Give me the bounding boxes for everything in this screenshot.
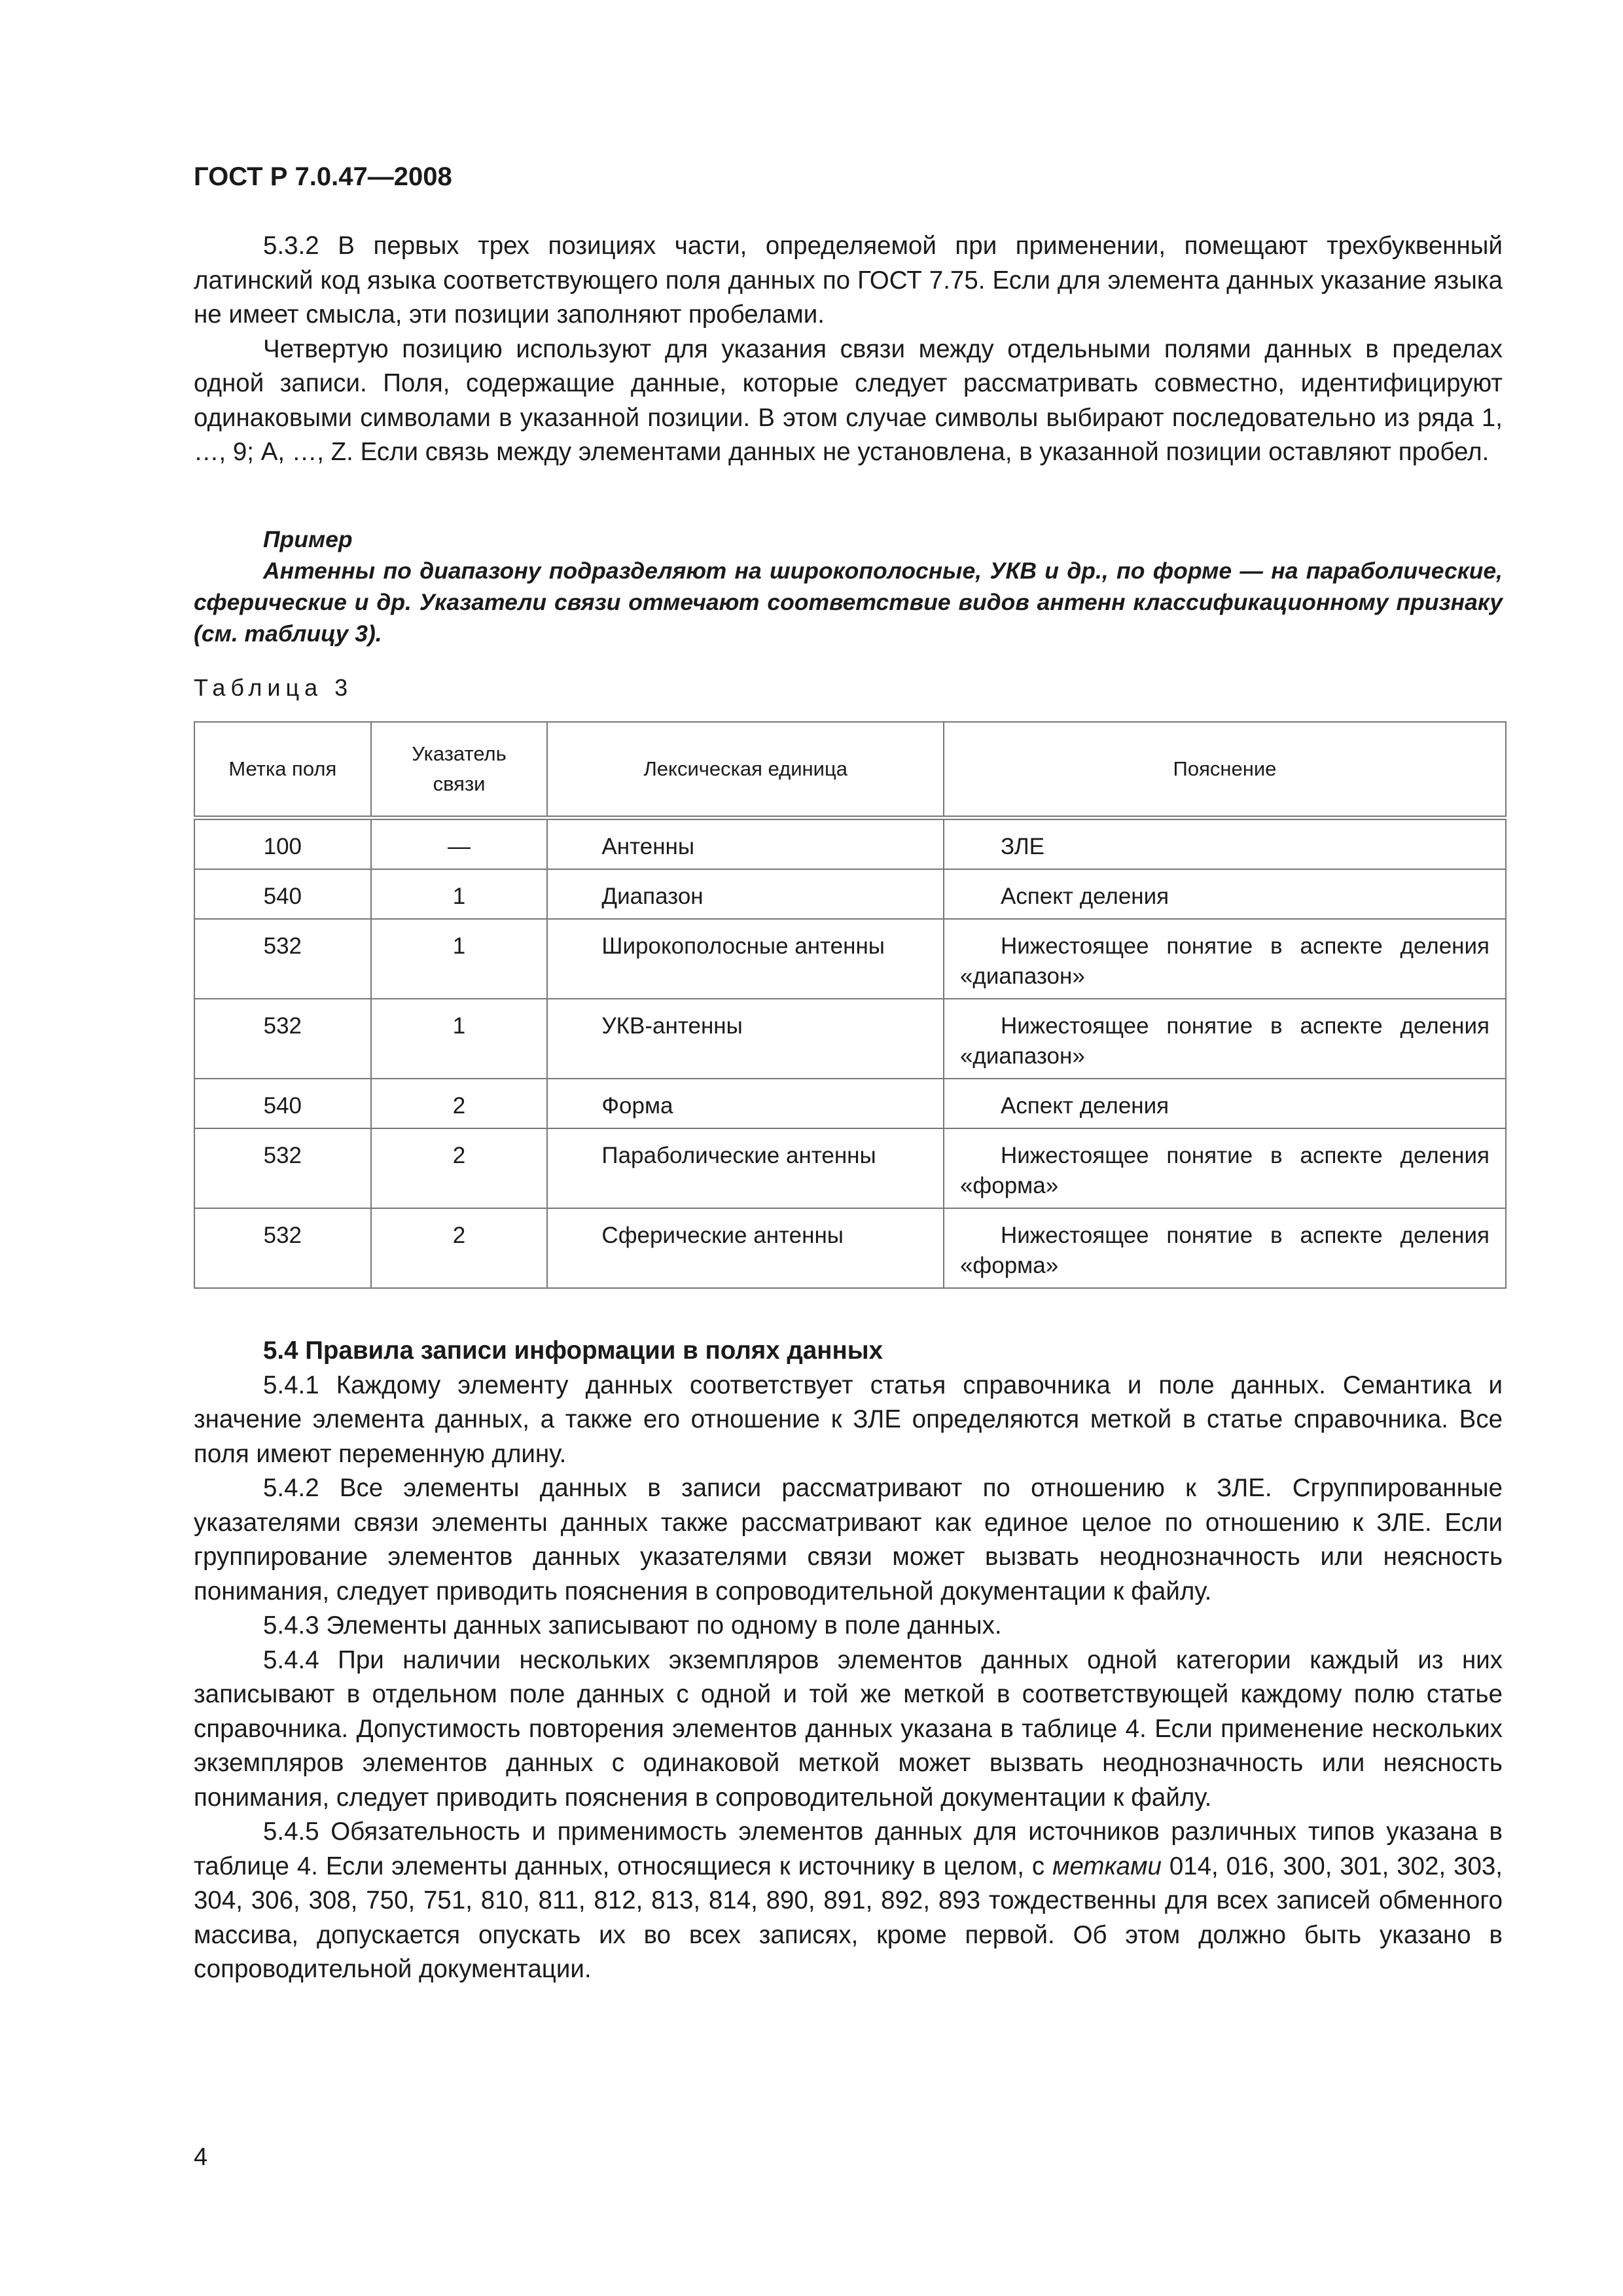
cell-note: Аспект деления <box>944 1079 1506 1128</box>
cell-link: 2 <box>371 1208 548 1288</box>
cell-tag: 540 <box>194 869 371 919</box>
table-caption: Таблица 3 <box>194 674 353 701</box>
cell-lex: Широкополосные антенны <box>547 919 944 999</box>
table-row <box>194 1079 1506 1128</box>
cell-tag: 532 <box>194 1208 371 1288</box>
header-explanation: Пояснение <box>944 722 1506 817</box>
table-row <box>194 1128 1506 1208</box>
header-link-line2: связи <box>433 772 486 795</box>
table-row <box>194 919 1506 999</box>
cell-tag: 532 <box>194 999 371 1079</box>
cell-tag: 532 <box>194 919 371 999</box>
paragraph-5-4-5 <box>194 1815 1503 1987</box>
paragraph-5-4-2: 5.4.2 Все элементы данных в записи рассматривают по отношению к ЗЛЕ. Сгруппированные указателями связи элементы данных также рассматривают как единое целое по отношению к ЗЛЕ. Если группирование элементов данных указателями связи может вызвать неоднозначность или неясность понимания, следует приводить пояснения в сопроводительной документации к файлу. <box>194 1474 1503 1605</box>
example-block <box>194 524 1503 649</box>
table-header-row <box>194 722 1506 817</box>
cell-note: Нижестоящее понятие в аспекте деления «форма» <box>944 1208 1506 1288</box>
paragraph-5-4-3: 5.4.3 Элементы данных записывают по одному в поле данных. <box>263 1611 1002 1640</box>
cell-lex: Диапазон <box>547 869 944 919</box>
cell-lex: Форма <box>547 1079 944 1128</box>
cell-link: 1 <box>371 999 548 1079</box>
cell-link: 1 <box>371 919 548 999</box>
example-text: Антенны по диапазону подразделяют на широкополосные, УКВ и др., по форме — на параболические, сферические и др. Указатели связи отмечают соответствие видов антенн классификационному признаку (см. таблицу 3). <box>194 558 1503 647</box>
cell-link: — <box>371 817 548 869</box>
table-row <box>194 817 1506 869</box>
cell-link: 2 <box>371 1128 548 1208</box>
cell-note: Нижестоящее понятие в аспекте деления «форма» <box>944 1128 1506 1208</box>
table-row <box>194 869 1506 919</box>
cell-tag: 100 <box>194 817 371 869</box>
header-link-line1: Указатель <box>412 742 507 765</box>
p545-part2: 014, 016, 300, 301, 302, 303, 304, 306, 308, 750, 751, 810, 811, 812, 813, 814, 890, 891, 892, 893 тождественны для всех записей обменного массива, допускается опускать их во всех записях, кроме первой. Об этом должно быть указано в сопроводительной документации. <box>194 1852 1503 1983</box>
cell-note: ЗЛЕ <box>944 817 1506 869</box>
cell-lex: УКВ-антенны <box>547 999 944 1079</box>
cell-note: Нижестоящее понятие в аспекте деления «диапазон» <box>944 919 1506 999</box>
cell-lex: Антенны <box>547 817 944 869</box>
cell-lex: Параболические антенны <box>547 1128 944 1208</box>
section-heading: 5.4 Правила записи информации в полях данных <box>263 1336 883 1365</box>
paragraph-link-position: Четвертую позицию используют для указания связи между отдельными полями данных в пределах одной записи. Поля, содержащие данные, которые следует рассматривать совместно, идентифицируют одинаковыми символами в указанной позиции. В этом случае символы выбирают последовательно из ряда 1, …, 9; A, …, Z. Если связь между элементами данных не установлена, в указанной позиции оставляют пробел. <box>194 334 1503 466</box>
table-row <box>194 999 1506 1079</box>
paragraph-5-3-2: 5.3.2 В первых трех позициях части, определяемой при применении, помещают трехбуквенный латинский код языка соответствующего поля данных по ГОСТ 7.75. Если для элемента данных указание языка не имеет смысла, эти позиции заполняют пробелами. <box>194 232 1503 329</box>
cell-note: Аспект деления <box>944 869 1506 919</box>
document-code: ГОСТ Р 7.0.47—2008 <box>194 162 452 191</box>
cell-note: Нижестоящее понятие в аспекте деления «диапазон» <box>944 999 1506 1079</box>
paragraph-5-4-1: 5.4.1 Каждому элементу данных соответствует статья справочника и поле данных. Семантика и значение элемента данных, а также его отношение к ЗЛЕ определяются меткой в статье справочника. Все поля имеют переменную длину. <box>194 1371 1503 1468</box>
page-number: 4 <box>194 2144 208 2171</box>
cell-tag: 540 <box>194 1079 371 1128</box>
paragraph-5-4-4: 5.4.4 При наличии нескольких экземпляров элементов данных одной категории каждый из них записывают в отдельном поле данных с одной и той же меткой в соответствующей каждому полю статье справочника. Допустимость повторения элементов данных указана в таблице 4. Если применение нескольких экземпляров элементов данных с одинаковой меткой может вызвать неоднозначность или неясность понимания, следует приводить пояснения в сопроводительной документации к файлу. <box>194 1645 1503 1812</box>
section-5-4 <box>194 1334 1503 1987</box>
table-row <box>194 1208 1506 1288</box>
cell-lex: Сферические антенны <box>547 1208 944 1288</box>
table-3 <box>194 721 1507 1289</box>
cell-tag: 532 <box>194 1128 371 1208</box>
header-link-indicator <box>371 722 548 817</box>
cell-link: 1 <box>371 869 548 919</box>
cell-link: 2 <box>371 1079 548 1128</box>
example-label: Пример <box>263 526 353 552</box>
p545-italic-word: метками <box>1052 1852 1162 1880</box>
intro-block <box>194 229 1503 470</box>
header-lexical-unit: Лексическая единица <box>547 722 944 817</box>
p545-part1: 5.4.5 Обязательность и применимость элементов данных для источников различных типов указана в таблице 4. Если элементы данных, относящиеся к источнику в целом, с <box>194 1818 1503 1880</box>
header-field-tag: Метка поля <box>194 722 371 817</box>
